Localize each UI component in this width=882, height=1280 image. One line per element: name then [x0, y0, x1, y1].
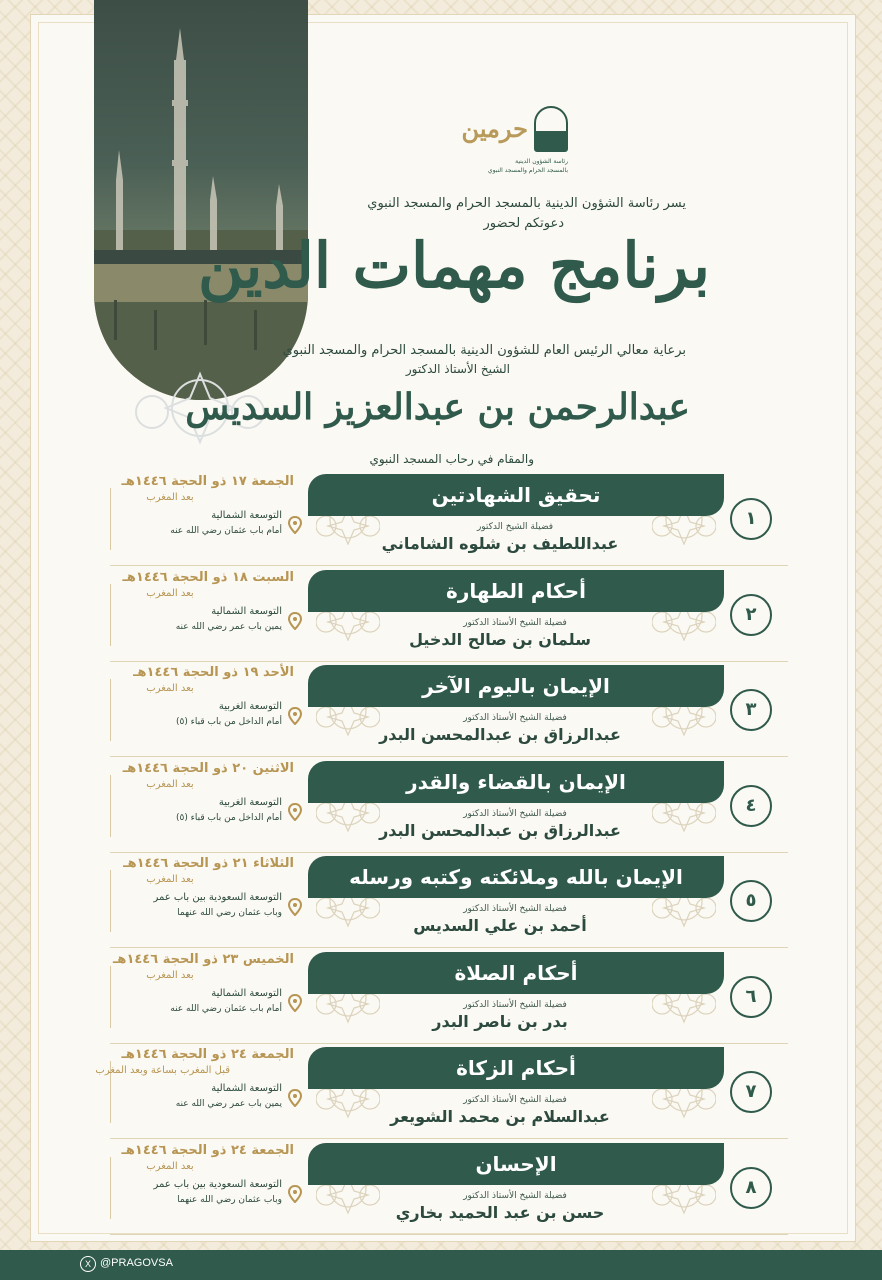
lecture-gate: أمام باب عثمان رضي الله عنه — [170, 1003, 282, 1014]
lecture-location: التوسعة الشمالية — [211, 605, 282, 617]
lecture-row — [110, 665, 780, 757]
speaker-rank: فضيلة الشيخ الأستاذ الدكتور — [463, 1190, 567, 1201]
lecture-row — [110, 856, 780, 948]
ornament-icon — [652, 612, 716, 642]
lecture-location: التوسعة الغربية — [218, 701, 282, 712]
location-pin-icon — [288, 516, 302, 534]
lecture-number: ٣ — [730, 689, 772, 731]
lecture-row — [110, 570, 780, 662]
lecture-date: السبت ١٨ ذو الحجة ١٤٤٦هـ — [122, 569, 294, 585]
ornament-icon — [652, 898, 716, 928]
lecture-row — [95, 1047, 780, 1139]
ornament-icon — [652, 1185, 716, 1215]
row-separator — [110, 1234, 788, 1235]
lecture-time: بعد المغرب — [146, 969, 194, 981]
lecture-number: ٨ — [730, 1167, 772, 1209]
lecture-time: بعد المغرب — [146, 587, 194, 599]
lecture-title: تحقيق الشهادتين — [308, 474, 724, 516]
lecture-time: بعد المغرب — [146, 683, 194, 694]
lecture-time: قبل المغرب بساعة وبعد المغرب — [95, 1065, 230, 1076]
row-separator — [110, 1138, 788, 1139]
lecture-gate: أمام الداخل من باب قباء (٥) — [175, 812, 282, 823]
lecture-number: ٤ — [730, 785, 772, 827]
lecture-location: التوسعة السعودية بين باب عمر — [153, 892, 282, 903]
location-pin-icon — [288, 898, 302, 916]
lecture-title: أحكام الزكاة — [308, 1047, 724, 1089]
lecture-title: الإيمان بالله وملائكته وكتبه ورسله — [308, 856, 724, 898]
lecture-location: التوسعة الشمالية — [211, 987, 282, 999]
row-separator — [110, 947, 788, 948]
lecture-gate: أمام باب عثمان رضي الله عنه — [170, 526, 282, 536]
lecture-title: الإيمان بالقضاء والقدر — [308, 761, 724, 803]
lecture-date: الخميس ٢٣ ذو الحجة ١٤٤٦هـ — [112, 951, 294, 967]
lecture-date: الاثنين ٢٠ ذو الحجة ١٤٤٦هـ — [122, 760, 294, 776]
ornament-icon — [652, 1089, 716, 1119]
speaker-name: بدر بن ناصر البدر — [432, 1011, 568, 1031]
location-pin-icon — [288, 707, 302, 725]
speaker-rank: فضيلة الشيخ الأستاذ الدكتور — [463, 617, 567, 628]
lecture-title: أحكام الصلاة — [308, 952, 724, 994]
ornament-icon — [652, 707, 716, 737]
lecture-gate: أمام الداخل من باب قباء (٥) — [175, 717, 282, 727]
mosque-image — [94, 0, 308, 400]
lecture-number: ٥ — [730, 880, 772, 922]
lecture-number: ٦ — [730, 976, 772, 1018]
lecture-gate: وباب عثمان رضي الله عنهما — [177, 908, 282, 918]
speaker-rank: فضيلة الشيخ الأستاذ الدكتور — [463, 808, 567, 819]
speaker-name: عبدالرزاق بن عبدالمحسن البدر — [379, 725, 621, 744]
lecture-row — [110, 474, 780, 566]
invitation-line: دعوتكم لحضور — [483, 216, 564, 231]
lecture-row — [110, 1143, 780, 1235]
location-pin-icon — [288, 1089, 302, 1107]
patronage-line: برعاية معالي الرئيس العام للشؤون الدينية بالمسجد الحرام والمسجد النبوي — [282, 343, 686, 358]
lecture-time: بعد المغرب — [146, 778, 194, 790]
location-pin-icon — [288, 994, 302, 1012]
row-separator — [110, 661, 788, 662]
lecture-time: بعد المغرب — [146, 492, 194, 503]
speaker-name: حسن بن عبد الحميد بخاري — [395, 1202, 605, 1222]
row-separator — [110, 565, 788, 566]
logo-subtitle: بالمسجد الحرام والمسجد النبوي — [487, 167, 568, 174]
venue-line: والمقام في رحاب المسجد النبوي — [369, 452, 534, 466]
haramain-logo — [461, 106, 568, 180]
ornament-icon — [652, 994, 716, 1024]
lecture-gate: وباب عثمان رضي الله عنهما — [177, 1194, 282, 1205]
ornament-icon — [652, 516, 716, 546]
lecture-location: التوسعة الشمالية — [211, 510, 282, 521]
speaker-name: عبداللطيف بن شلوه الشاماني — [381, 534, 619, 553]
x-social-icon[interactable]: X — [80, 1256, 96, 1272]
lecture-number: ٧ — [730, 1071, 772, 1113]
lecture-date: الجمعة ١٧ ذو الحجة ١٤٤٦هـ — [121, 474, 294, 489]
lecture-date: الثلاثاء ٢١ ذو الحجة ١٤٤٦هـ — [123, 856, 294, 871]
speaker-rank: فضيلة الشيخ الدكتور — [476, 522, 554, 532]
location-pin-icon — [288, 1185, 302, 1203]
lecture-number: ٢ — [730, 594, 772, 636]
location-pin-icon — [288, 803, 302, 821]
lecture-time: بعد المغرب — [146, 1160, 194, 1172]
sheikh-name: عبدالرحمن بن عبدالعزيز السديس — [185, 386, 690, 428]
row-separator — [110, 852, 788, 853]
social-handle[interactable]: @PRAGOVSA — [100, 1257, 173, 1269]
speaker-rank: فضيلة الشيخ الأستاذ الدكتور — [463, 904, 567, 914]
row-separator — [110, 756, 788, 757]
lecture-time: بعد المغرب — [146, 874, 194, 885]
mosque-emblem-icon — [534, 106, 568, 152]
lecture-date: الأحد ١٩ ذو الحجة ١٤٤٦هـ — [133, 665, 294, 680]
lecture-title: الإيمان باليوم الآخر — [308, 665, 724, 707]
ornament-icon — [652, 803, 716, 833]
sheikh-title: الشيخ الأستاذ الدكتور — [405, 362, 510, 376]
lecture-date: الجمعة ٢٤ ذو الحجة ١٤٤٦هـ — [121, 1047, 294, 1062]
lecture-title: الإحسان — [308, 1143, 724, 1185]
program-title: برنامج مهمات الدين — [197, 229, 710, 302]
logo-subtitle: رئاسة الشؤون الدينية — [515, 158, 568, 165]
speaker-name: أحمد بن علي السديس — [413, 916, 587, 935]
logo-wordmark: حرمين — [461, 114, 528, 143]
location-pin-icon — [288, 612, 302, 630]
lecture-location: التوسعة الشمالية — [211, 1083, 282, 1094]
lecture-location: التوسعة السعودية بين باب عمر — [153, 1178, 282, 1190]
row-separator — [110, 1043, 788, 1044]
speaker-rank: فضيلة الشيخ الأستاذ الدكتور — [463, 713, 567, 723]
speaker-name: عبدالرزاق بن عبدالمحسن البدر — [379, 820, 621, 840]
lecture-row — [110, 761, 780, 853]
lecture-title: أحكام الطهارة — [308, 570, 724, 612]
lecture-number: ١ — [730, 498, 772, 540]
speaker-name: سلمان بن صالح الدخيل — [409, 629, 591, 649]
intro-line: يسر رئاسة الشؤون الدينية بالمسجد الحرام والمسجد النبوي — [367, 196, 686, 211]
speaker-rank: فضيلة الشيخ الأستاذ الدكتور — [463, 1095, 567, 1105]
footer-bar — [0, 1250, 882, 1280]
speaker-name: عبدالسلام بن محمد الشويعر — [390, 1107, 610, 1126]
speaker-rank: فضيلة الشيخ الأستاذ الدكتور — [463, 999, 567, 1010]
lecture-location: التوسعة الغربية — [218, 796, 282, 808]
lecture-date: الجمعة ٢٤ ذو الحجة ١٤٤٦هـ — [121, 1142, 294, 1158]
lecture-gate: يمين باب عمر رضي الله عنه — [175, 621, 282, 632]
lecture-gate: يمين باب عمر رضي الله عنه — [175, 1099, 282, 1109]
lecture-row — [110, 952, 780, 1044]
